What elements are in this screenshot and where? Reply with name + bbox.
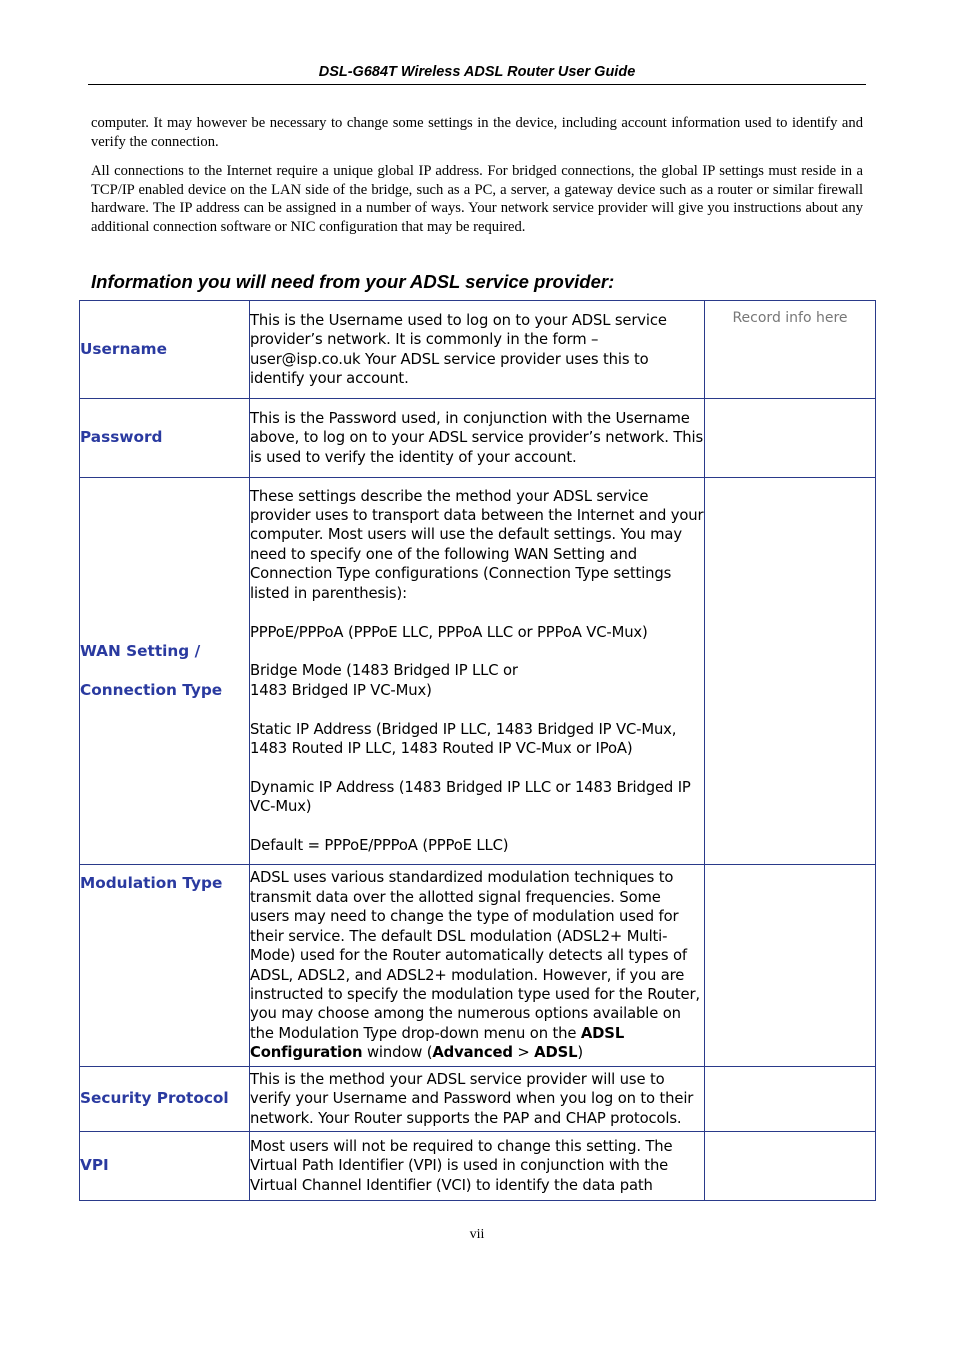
header-divider [88,84,866,85]
table-row-username [80,301,876,399]
term-wan-line-2: Connection Type [80,680,223,699]
description-modulation-type: ADSL uses various standardized modulation techniques to transmit data over the allotted signal frequencies. Some users may need to change the type of modulation used for their service. The default DSL modulation (ADSL2+ Multi-Mode) used for the Router automatically detects all types of ADSL, ADSL2, and ADSL2+ modulation. However, if you are instructed to specify the modulation type used for the Router, you may choose among the numerous options available on the Modulation Type drop-down menu on the ADSL Configuration window (Advanced > ADSL) [250,865,705,1067]
wan-option-static: Static IP Address (Bridged IP LLC, 1483 Bridged IP VC-Mux, 1483 Routed IP LLC, 1483 Routed IP VC-Mux or IPoA) [250,720,677,757]
description-security-protocol: This is the method your ADSL service provider will use to verify your Username and Password when you log on to their network. Your Router supports the PAP and CHAP protocols. [250,1067,705,1132]
table-row-password [80,399,876,478]
record-cell-security [705,1067,876,1132]
wan-option-pppoe: PPPoE/PPPoA (PPPoE LLC, PPPoA LLC or PPPoA VC-Mux) [250,623,648,641]
record-info-cell: Record info here [705,301,876,399]
description-vpi: Most users will not be required to change this setting. The Virtual Path Identifier (VPI) is used in conjunction with the Virtual Channel Identifier (VCI) to identify the data path [250,1132,705,1201]
term-username: Username [80,301,250,399]
section-heading: Information you will need from your ADSL service provider: [91,271,615,292]
term-wan-line-1: WAN Setting / [80,641,201,660]
description-wan-setting [250,478,705,865]
record-cell-password [705,399,876,478]
table-row-vpi [80,1132,876,1201]
isp-info-table [79,300,876,1201]
wan-default: Default = PPPoE/PPPoA (PPPoE LLC) [250,836,509,854]
record-cell-modulation [705,865,876,1067]
intro-paragraph-1: computer. It may however be necessary to change some settings in the device, including account information used to identify and verify the connection. [91,115,863,150]
term-password: Password [80,399,250,478]
running-header-title: DSL-G684T Wireless ADSL Router User Guide [318,64,636,80]
term-modulation-type: Modulation Type [80,865,250,1067]
table-row-modulation [80,865,876,1067]
record-cell-wan [705,478,876,865]
description-username: This is the Username used to log on to your ADSL service provider’s network. It is commonly in the form – user@isp.co.uk Your ADSL service provider uses this to identify your account. [250,301,705,399]
term-wan-setting [80,478,250,865]
table-row-wan-setting [80,478,876,865]
wan-option-dynamic: Dynamic IP Address (1483 Bridged IP LLC or 1483 Bridged IP VC-Mux) [250,778,691,816]
term-security-protocol: Security Protocol [80,1067,250,1132]
wan-option-bridge: Bridge Mode (1483 Bridged IP LLC or 1483 Bridged IP VC-Mux) [250,662,518,699]
record-cell-vpi [705,1132,876,1201]
description-password: This is the Password used, in conjunction with the Username above, to log on to your ADSL service provider’s network. This is used to verify the identity of your account. [250,399,705,478]
wan-intro-text: These settings describe the method your ADSL service provider uses to transport data between the Internet and your computer. Most users will use the default settings. You may need to specify one of the following WAN Setting and Connection Type configurations (Connection Type settings listed in parenthesis): [250,487,704,602]
intro-paragraph-2: All connections to the Internet require a unique global IP address. For bridged connections, the global IP settings must reside in a TCP/IP enabled device on the LAN side of the bridge, such as a PC, a server, a gateway device such as a router or similar firewall hardware. The IP address can be assigned in a number of ways. Your network service provider will give you instructions about any additional connection software or NIC configuration that may be required. [91,163,863,235]
term-vpi: VPI [80,1132,250,1201]
table-row-security-protocol [80,1067,876,1132]
page-number: vii [469,1227,485,1242]
